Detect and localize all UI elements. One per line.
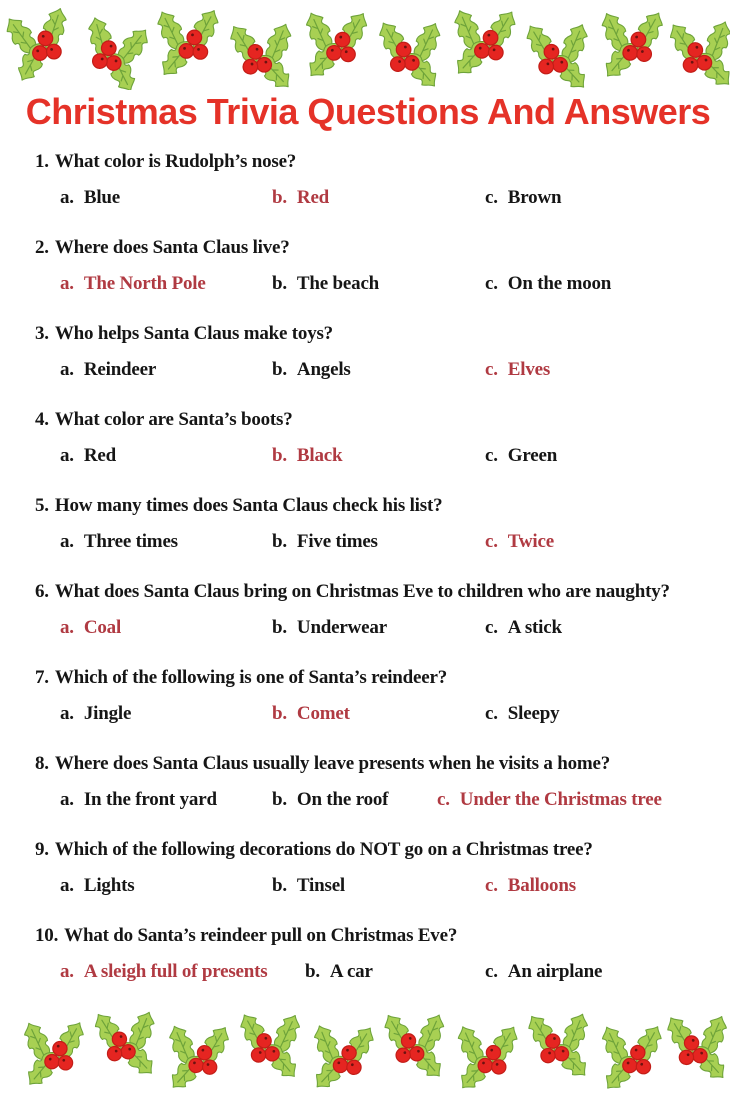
option-text: Green xyxy=(507,445,558,466)
option-label: c. xyxy=(485,875,498,896)
option-label: a. xyxy=(60,961,74,982)
option-c xyxy=(485,530,701,554)
page-title: Christmas Trivia Questions And Answers xyxy=(25,91,711,132)
option-text: Coal xyxy=(83,617,122,638)
option-label: a. xyxy=(60,445,74,466)
option-text: On the roof xyxy=(296,789,389,810)
option-text: Jingle xyxy=(83,703,132,724)
option-a xyxy=(60,444,272,468)
option-a xyxy=(60,616,272,640)
option-label: b. xyxy=(272,359,287,380)
option-label: c. xyxy=(485,703,498,724)
question-text: Who helps Santa Claus make toys? xyxy=(54,323,333,344)
option-text: In the front yard xyxy=(83,789,217,810)
option-b xyxy=(272,358,485,382)
option-text: Balloons xyxy=(507,875,576,896)
question-line xyxy=(35,322,701,346)
option-a xyxy=(60,874,272,898)
option-a xyxy=(60,788,272,812)
option-c xyxy=(485,702,701,726)
option-label: b. xyxy=(305,961,320,982)
option-label: c. xyxy=(485,445,498,466)
option-a xyxy=(60,530,272,554)
option-label: b. xyxy=(272,445,287,466)
option-b xyxy=(305,960,485,984)
options-row xyxy=(60,874,701,898)
option-label: b. xyxy=(272,703,287,724)
question-line xyxy=(35,494,701,518)
option-b xyxy=(272,788,437,812)
option-label: b. xyxy=(272,875,287,896)
option-label: b. xyxy=(272,789,287,810)
options-row xyxy=(60,616,701,640)
option-b xyxy=(272,702,485,726)
question-text: Where does Santa Claus usually leave presents when he visits a home? xyxy=(54,753,611,774)
option-text: Brown xyxy=(507,187,562,208)
option-label: c. xyxy=(485,531,498,552)
option-label: c. xyxy=(485,359,498,380)
question-number: 3. xyxy=(35,323,49,344)
option-label: c. xyxy=(485,187,498,208)
option-label: c. xyxy=(485,617,498,638)
question-number: 4. xyxy=(35,409,49,430)
option-label: c. xyxy=(485,961,498,982)
option-text: Underwear xyxy=(296,617,387,638)
option-label: c. xyxy=(437,789,450,810)
question-line xyxy=(35,838,701,862)
option-c xyxy=(485,874,701,898)
question-line xyxy=(35,408,701,432)
option-c xyxy=(485,358,701,382)
options-row xyxy=(60,186,701,210)
question-number: 5. xyxy=(35,495,49,516)
options-row xyxy=(60,960,701,984)
option-text: Elves xyxy=(507,359,551,380)
question-line xyxy=(35,580,701,604)
option-b xyxy=(272,444,485,468)
option-label: b. xyxy=(272,187,287,208)
option-b xyxy=(272,874,485,898)
option-b xyxy=(272,272,485,296)
option-a xyxy=(60,186,272,210)
option-c xyxy=(485,444,701,468)
question-text: Which of the following is one of Santa’s reindeer? xyxy=(54,667,448,688)
option-label: a. xyxy=(60,789,74,810)
option-b xyxy=(272,530,485,554)
option-text: Three times xyxy=(83,531,178,552)
option-text: A sleigh full of presents xyxy=(83,961,268,982)
option-text: Tinsel xyxy=(296,875,346,896)
question-item xyxy=(35,580,701,640)
question-item xyxy=(35,322,701,382)
question-number: 1. xyxy=(35,151,49,172)
question-item xyxy=(35,666,701,726)
question-line xyxy=(35,752,701,776)
option-text: On the moon xyxy=(507,273,612,294)
option-b xyxy=(272,616,485,640)
question-item xyxy=(35,494,701,554)
question-item xyxy=(35,752,701,812)
option-label: a. xyxy=(60,703,74,724)
option-text: Lights xyxy=(83,875,135,896)
question-item xyxy=(35,408,701,468)
options-row xyxy=(60,788,701,812)
holly-border-top-icon xyxy=(6,6,730,90)
question-item xyxy=(35,150,701,210)
question-number: 6. xyxy=(35,581,49,602)
option-text: Twice xyxy=(507,531,554,552)
option-text: The beach xyxy=(296,273,380,294)
option-text: Angels xyxy=(296,359,351,380)
option-label: b. xyxy=(272,273,287,294)
option-label: a. xyxy=(60,875,74,896)
option-label: a. xyxy=(60,187,74,208)
question-text: What color is Rudolph’s nose? xyxy=(54,151,297,172)
question-number: 10. xyxy=(35,925,59,946)
option-text: An airplane xyxy=(507,961,603,982)
question-item xyxy=(35,838,701,898)
option-c xyxy=(485,960,701,984)
question-line xyxy=(35,924,701,948)
option-label: b. xyxy=(272,617,287,638)
question-text: What does Santa Claus bring on Christmas Eve to children who are naughty? xyxy=(54,581,670,602)
trivia-sheet xyxy=(0,6,736,1095)
options-row xyxy=(60,358,701,382)
option-label: a. xyxy=(60,273,74,294)
options-row xyxy=(60,702,701,726)
option-b xyxy=(272,186,485,210)
question-item xyxy=(35,236,701,296)
option-c xyxy=(485,186,701,210)
option-a xyxy=(60,702,272,726)
option-text: Black xyxy=(296,445,343,466)
option-a xyxy=(60,272,272,296)
option-text: Comet xyxy=(296,703,350,724)
question-number: 2. xyxy=(35,237,49,258)
question-text: Which of the following decorations do NOT go on a Christmas tree? xyxy=(54,839,593,860)
question-number: 8. xyxy=(35,753,49,774)
options-row xyxy=(60,272,701,296)
option-label: a. xyxy=(60,531,74,552)
question-text: Where does Santa Claus live? xyxy=(54,237,290,258)
options-row xyxy=(60,530,701,554)
holly-border-bottom-icon xyxy=(6,1010,730,1092)
question-line xyxy=(35,150,701,174)
option-text: Blue xyxy=(83,187,121,208)
option-text: Under the Christmas tree xyxy=(459,789,662,810)
option-c xyxy=(437,788,701,812)
option-text: Reindeer xyxy=(83,359,157,380)
option-text: Red xyxy=(83,445,116,466)
question-number: 9. xyxy=(35,839,49,860)
question-number: 7. xyxy=(35,667,49,688)
option-label: a. xyxy=(60,617,74,638)
option-text: Red xyxy=(296,187,330,208)
question-line xyxy=(35,236,701,260)
question-text: What do Santa’s reindeer pull on Christmas Eve? xyxy=(64,925,458,946)
option-a xyxy=(60,960,305,984)
option-text: The North Pole xyxy=(83,273,206,294)
option-text: Five times xyxy=(296,531,378,552)
option-text: A car xyxy=(329,961,373,982)
option-c xyxy=(485,272,701,296)
option-label: b. xyxy=(272,531,287,552)
options-row xyxy=(60,444,701,468)
option-label: c. xyxy=(485,273,498,294)
option-c xyxy=(485,616,701,640)
question-text: What color are Santa’s boots? xyxy=(54,409,293,430)
option-text: A stick xyxy=(507,617,562,638)
question-text: How many times does Santa Claus check his list? xyxy=(54,495,443,516)
option-text: Sleepy xyxy=(507,703,560,724)
option-a xyxy=(60,358,272,382)
option-label: a. xyxy=(60,359,74,380)
question-line xyxy=(35,666,701,690)
question-item xyxy=(35,924,701,984)
